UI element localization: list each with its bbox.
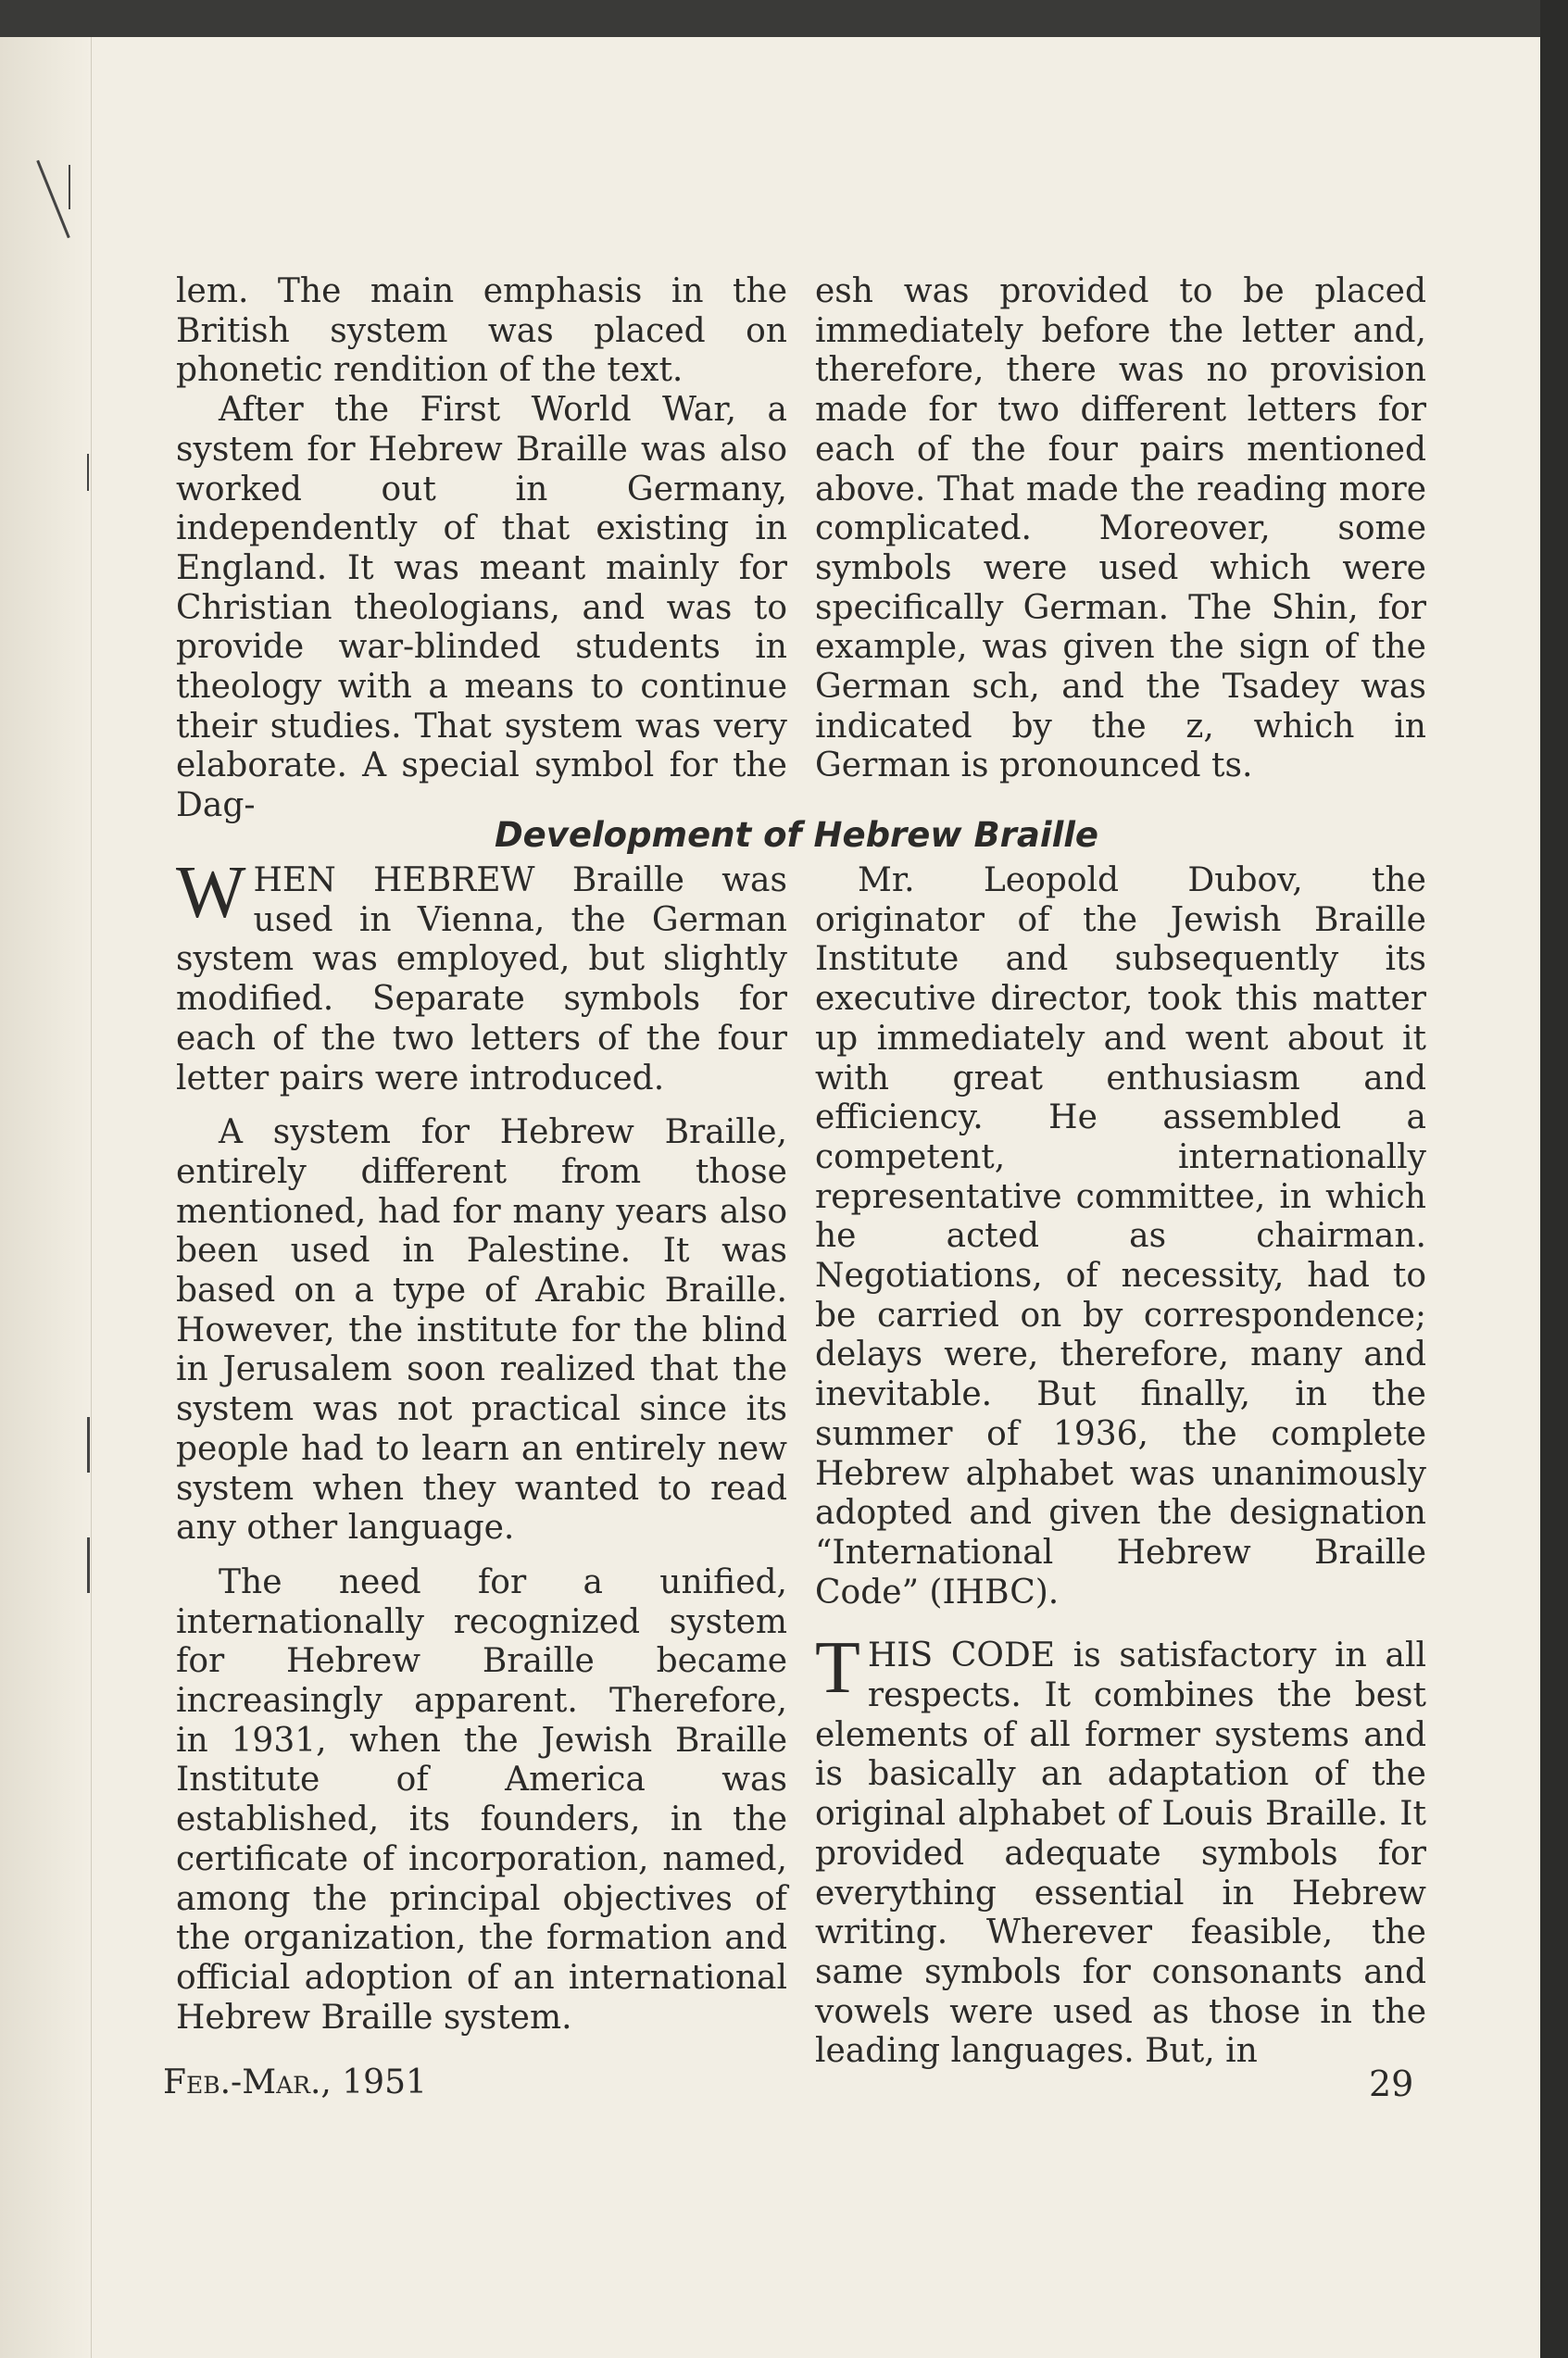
paragraph: A system for Hebrew Braille, entirely different from those mentioned, had for many years also been used in Palestine. It was based on a type of Arabic Braille. However, the institute for the blind in Jerusalem soon realized that the system was not practical since its people had to learn an entirely new system when they wanted to read any other language. [176, 1113, 787, 1548]
section-heading: Development of Hebrew Braille [494, 815, 1099, 855]
column-right-top [815, 272, 1426, 786]
small-caps-lead: HEN HEBREW [253, 861, 535, 899]
paragraph: The need for a unified, internationally recognized system for Hebrew Braille became increasingly apparent. Therefore, in 1931, when the Jewish Braille Institute of America was established, its founders, in the certificate of incorporation, named, among the principal objectives of the organization, the formation and official adoption of an international Hebrew Braille system. [176, 1562, 787, 2037]
small-caps-lead: HIS CODE [867, 1637, 1056, 1675]
paragraph: Mr. Leopold Dubov, the originator of the Jewish Braille Institute and subsequently its executive director, took this matter up immediately and went about it with great enthusiasm and efficiency. He assembled a competent, internationally representative committee, in which he acted as chairman. Negotiations, of necessity, had to be carried on by correspondence; delays were, therefore, many and inevitable. But finally, in the summer of 1936, the complete Hebrew alphabet was unanimously adopted and given the designation “International Hebrew Braille Code” (IHBC). [815, 861, 1426, 1612]
gutter-mark [87, 1537, 90, 1593]
drop-cap: W [176, 852, 246, 934]
paragraph: lem. The main emphasis in the British system was placed on phonetic rendition of the text. [176, 272, 787, 390]
gutter-mark [87, 1417, 90, 1473]
paragraph-text: is satisfactory in all respects. It combines the best elements of all former systems and is basically an adaptation of the original alphabet of Louis Braille. It provided adequate symbols for everything essential in Hebrew writing. Wherever feasible, the same symbols for consonants and vowels were used as those in the leading languages. But, in [815, 1637, 1427, 2071]
page-edge-shadow [1540, 0, 1568, 2358]
paragraph: After the First World War, a system for Hebrew Braille was also worked out in Germany, independently of that existing in England. It was meant mainly for Christian theologians, and was to provide war-blinded students in theology with a means to continue their studies. That system was very elaborate. A special symbol for the Dag- [176, 391, 787, 825]
footer-date: Feb.-Mar., 1951 [163, 2063, 427, 2101]
paragraph: esh was provided to be placed immediately before the letter and, therefore, there was no provision made for two different letters for each of the four pairs mentioned above. That made the reading more complicated. Moreover, some symbols were used which were specifically German. The Shin, for example, was given the sign of the German sch, and the Tsadey was indicated by the z, which in German is pronounced ts. [815, 272, 1426, 785]
gutter-mark [87, 454, 89, 491]
column-left-bottom [176, 852, 787, 2038]
paragraph [815, 1627, 1427, 2072]
paragraph-text: Braille was used in Vienna, the German system was employed, but slightly modified. Separate symbols for each of the two letters of the four letter pairs were introduced. [176, 861, 787, 1097]
column-left-top [176, 272, 787, 826]
binding-gutter [0, 37, 92, 2358]
drop-cap: T [815, 1627, 860, 1710]
gutter-mark [69, 165, 70, 209]
column-right-bottom [815, 861, 1426, 2072]
paragraph [176, 852, 787, 1098]
page-number: 29 [1369, 2063, 1414, 2104]
